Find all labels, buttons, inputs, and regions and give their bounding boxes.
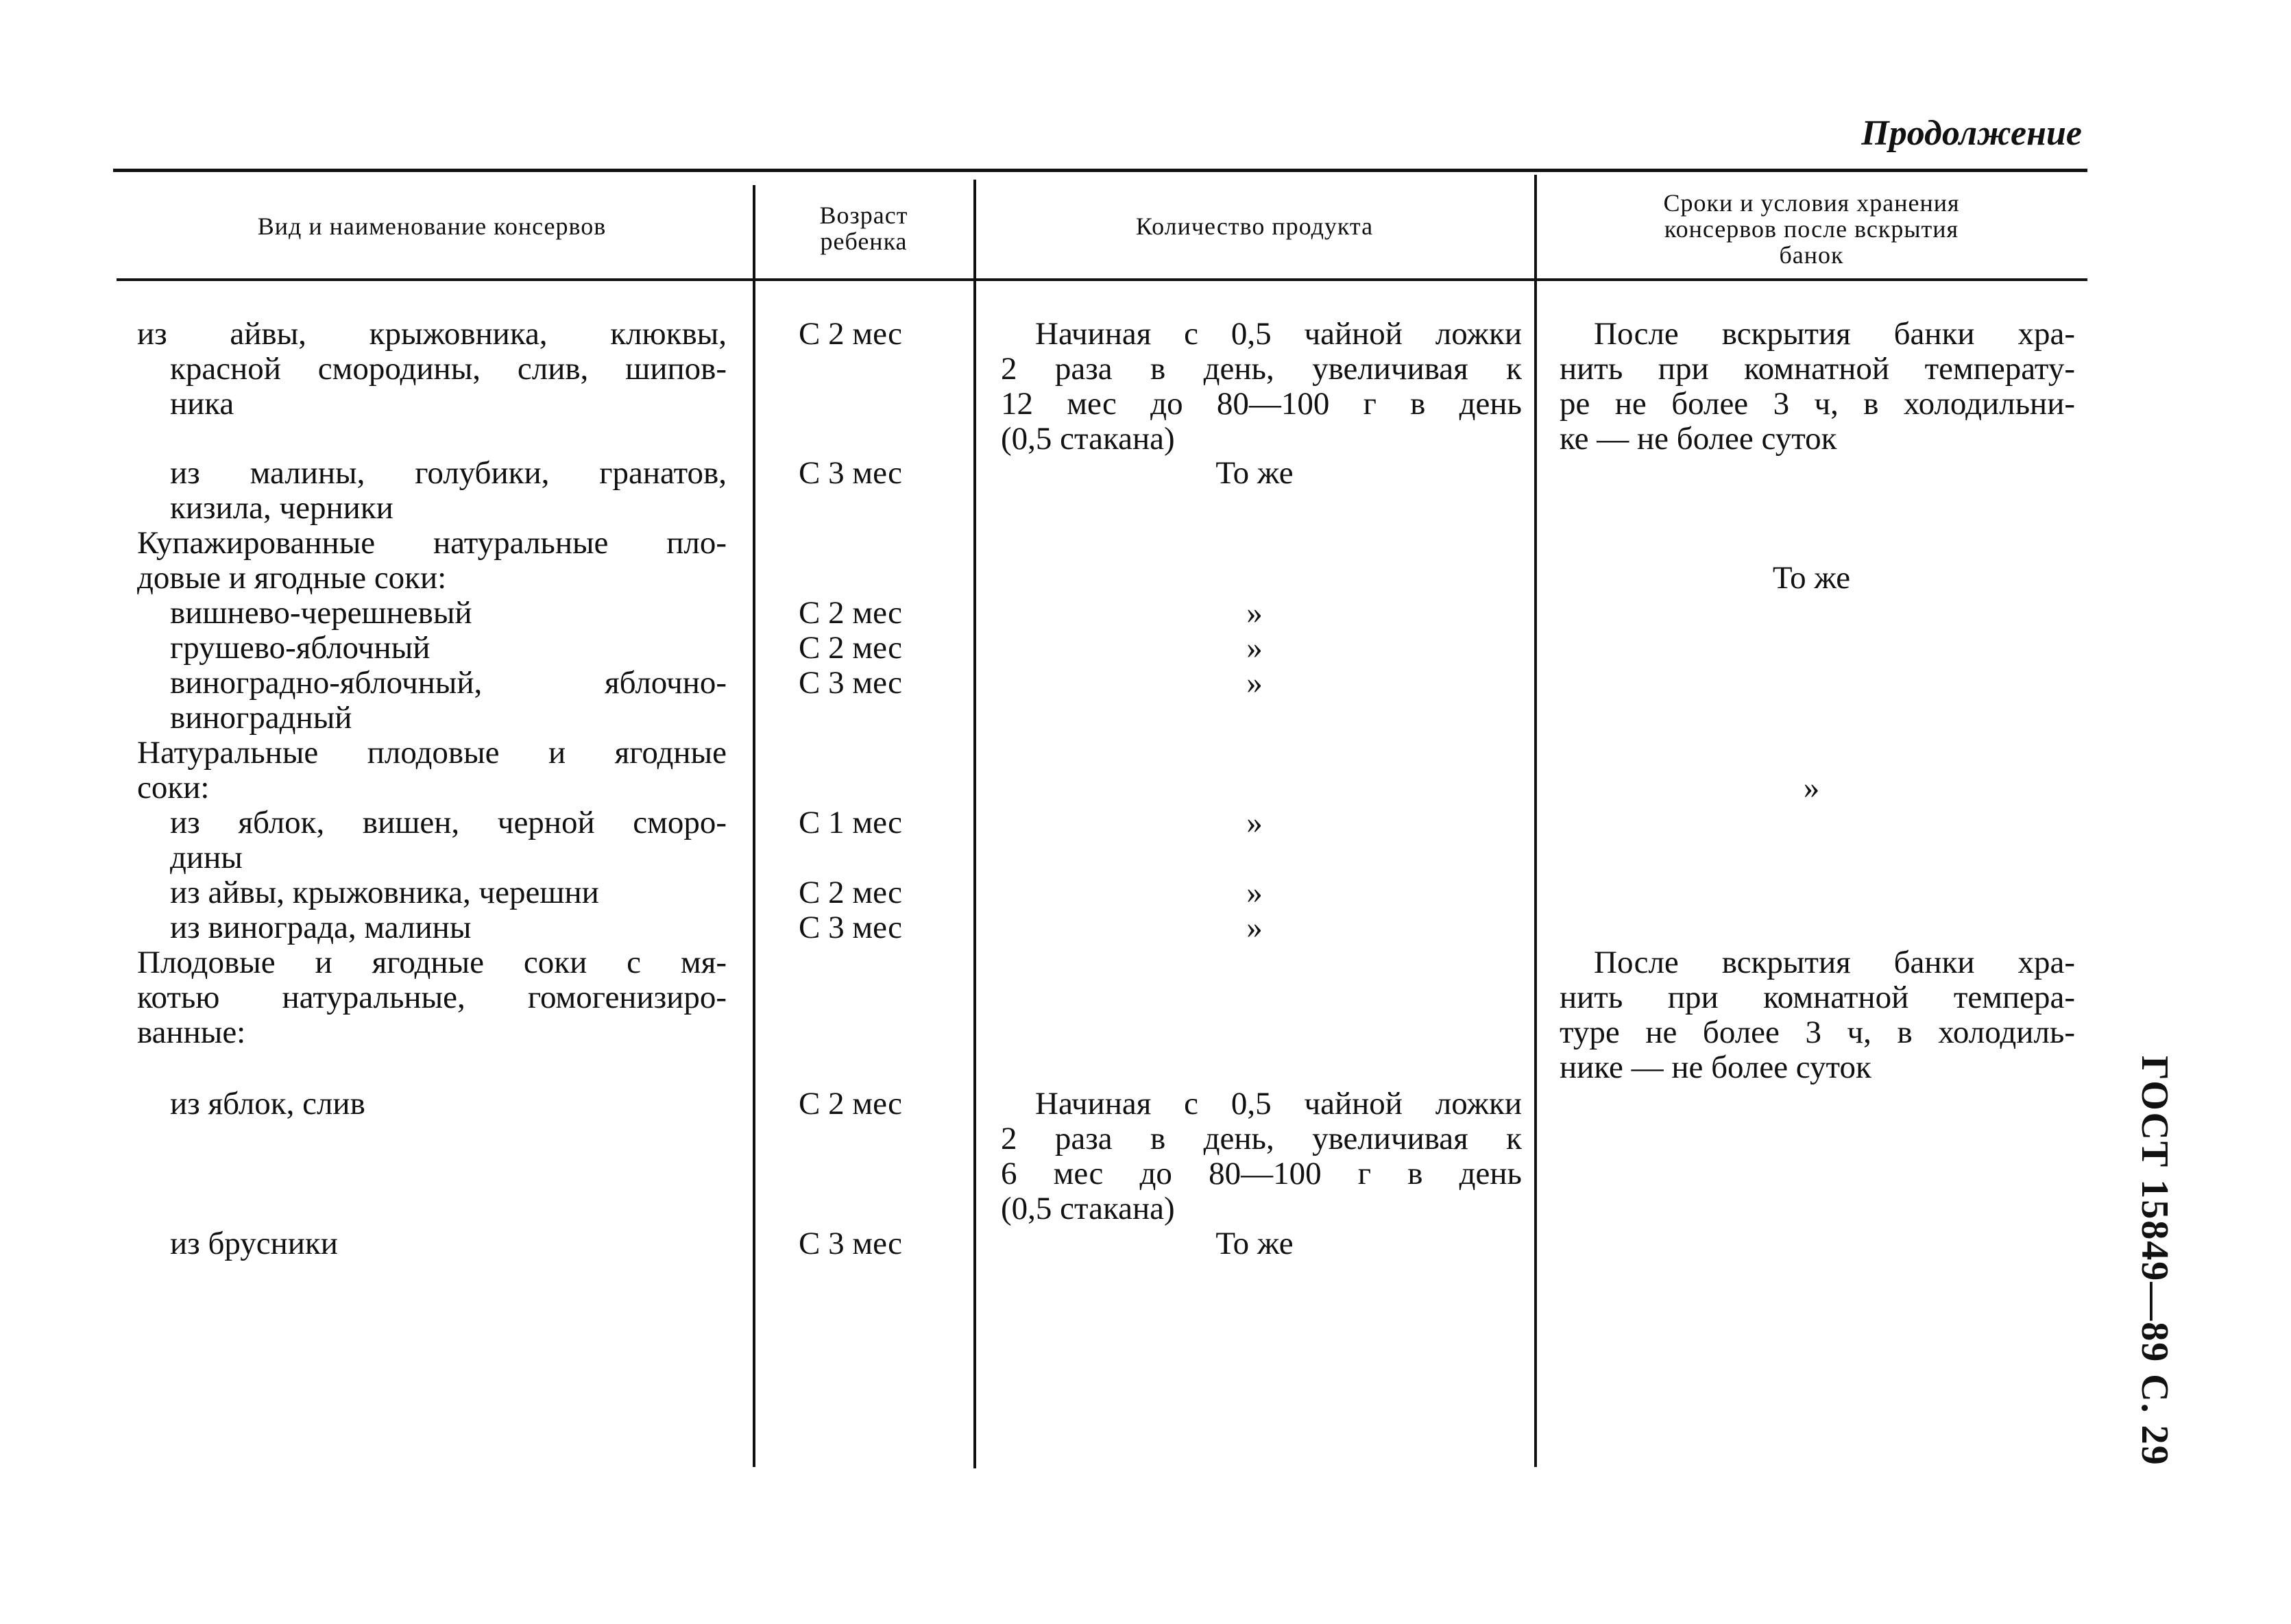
row-name-quince-cont: красной смородины, слив, шипов- — [170, 351, 727, 387]
header-storage: Сроки и условия хранения консервов после вскрытия банок — [1663, 189, 1960, 269]
age-apple-cherry: С 1 мес — [799, 805, 902, 840]
age-quince: С 2 мес — [799, 316, 902, 352]
row-name-grape-apple: виноградно-яблочный, яблочно- — [170, 665, 727, 701]
age-grape-raspberry: С 3 мес — [799, 910, 902, 945]
row-name-natural-heading-cont: соки: — [137, 770, 210, 805]
column-divider-3 — [1534, 175, 1537, 1467]
quantity-ditto-cherry: » — [1246, 595, 1263, 631]
row-name-quince: из айвы, крыжовника, клюквы, — [137, 316, 727, 352]
row-name-grape-raspberry: из винограда, малины — [170, 910, 472, 945]
row-name-apple-plum: из яблок, слив — [170, 1086, 365, 1122]
row-name-pulp-heading: Плодовые и ягодные соки с мя- — [137, 945, 727, 980]
header-age: Возраст ребенка — [819, 202, 908, 255]
row-name-natural-heading: Натуральные плодовые и ягодные — [137, 735, 727, 771]
age-grape-apple: С 3 мес — [799, 665, 902, 701]
age-cherry: С 2 мес — [799, 595, 902, 631]
storage-same: То же — [1772, 560, 1851, 596]
gost-page-label: ГОСТ 15849—89 С. 29 — [2133, 1056, 2176, 1466]
row-name-raspberry-cont: кизила, черники — [170, 490, 393, 526]
row-name-pulp-heading-end: ванные: — [137, 1015, 246, 1050]
table-top-rule — [113, 169, 2087, 172]
row-name-blended-heading: Купажированные натуральные пло- — [137, 525, 727, 561]
row-name-apple-cherry: из яблок, вишен, черной сморо- — [170, 805, 727, 840]
header-bottom-rule — [117, 278, 2087, 281]
row-name-cherry: вишнево-черешневый — [170, 595, 472, 631]
age-pear-apple: С 2 мес — [799, 630, 902, 666]
quantity-block-1: Начиная с 0,5 чайной ложки 2 раза в день, увеличивая к 12 мес до 80—100 г в день (0,5 стакана) — [1001, 316, 1522, 457]
continuation-label: Продолжение — [1861, 114, 2082, 153]
quantity-ditto-pear-apple: » — [1246, 630, 1263, 666]
quantity-ditto-grape: » — [1246, 910, 1263, 945]
age-quince-sweet-cherry: С 2 мес — [799, 875, 902, 910]
storage-ditto: » — [1803, 770, 1820, 805]
quantity-ditto-grape-apple: » — [1246, 665, 1263, 701]
column-divider-2 — [973, 180, 976, 1468]
age-lingonberry: С 3 мес — [799, 1226, 902, 1261]
quantity-same-2: То же — [1215, 1226, 1294, 1261]
row-name-quince-sweet-cherry: из айвы, крыжовника, черешни — [170, 875, 599, 910]
row-name-blended-heading-cont: довые и ягодные соки: — [137, 560, 447, 596]
row-name-grape-apple-cont: виноградный — [170, 700, 352, 736]
row-name-pear-apple: грушево-яблочный — [170, 630, 431, 666]
storage-block-2: После вскрытия банки хра- нить при комнатной темпера- туре не более 3 ч, в холодиль- нике — не более суток — [1560, 945, 2075, 1085]
row-name-pulp-heading-cont: котью натуральные, гомогенизиро- — [137, 980, 727, 1015]
quantity-ditto-apple-cherry: » — [1246, 805, 1263, 840]
storage-block-1: После вскрытия банки хра- нить при комнатной температу- ре не более 3 ч, в холодильни- ке — не более суток — [1560, 316, 2075, 457]
quantity-same-1: То же — [1215, 455, 1294, 491]
row-name-lingonberry: из брусники — [170, 1226, 338, 1261]
age-raspberry: С 3 мес — [799, 455, 902, 491]
column-divider-1 — [753, 185, 755, 1467]
header-type: Вид и наименование консервов — [257, 213, 607, 240]
header-quantity: Количество продукта — [1135, 213, 1374, 240]
row-name-raspberry: из малины, голубики, гранатов, — [170, 455, 727, 491]
quantity-block-2: Начиная с 0,5 чайной ложки 2 раза в день, увеличивая к 6 мес до 80—100 г в день (0,5 стакана) — [1001, 1086, 1522, 1226]
row-name-quince-end: ника — [170, 386, 234, 422]
quantity-ditto-quince: » — [1246, 875, 1263, 910]
age-apple-plum: С 2 мес — [799, 1086, 902, 1122]
row-name-apple-cherry-cont: дины — [170, 840, 243, 875]
